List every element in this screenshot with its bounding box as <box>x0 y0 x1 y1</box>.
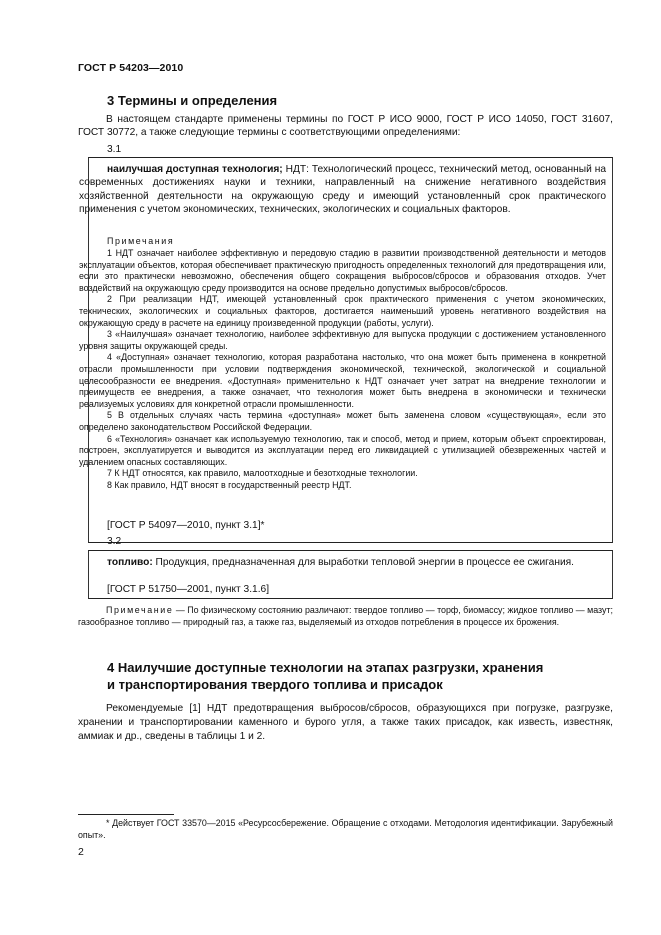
note-item: 2 При реализации НДТ, имеющей установленный срок практического применения с учетом экономических, технических, экологических и социальных факторов, достигается наименьший уровень негативного воздействия на окружающую среду в расчете на единицу произведенной продукции (работы, услуги). <box>79 294 606 328</box>
section-3-note <box>78 605 613 628</box>
term-3-1-definition <box>79 163 606 217</box>
note-item: 7 К НДТ относятся, как правило, малоотходные и безотходные технологии. <box>107 468 418 479</box>
section-3-intro: В настоящем стандарте применены термины по ГОСТ Р ИСО 9000, ГОСТ Р ИСО 14050, ГОСТ 31607, ГОСТ 30772, а также следующие термины с соответствующими определениями: <box>78 114 613 139</box>
note-item: 1 НДТ означает наиболее эффективную и передовую стадию в развитии производственной деятельности и методов эксплуатации объектов, которая обеспечивает практическую пригодность определенных технологий для предотвращения или, если это практически невозможно, обеспечения общего сокращения выбросов/сбросов и образования отходов. Учет воздействий на окружающую среду производится на основе предельно допустимых выбросов/сбросов. <box>79 248 606 293</box>
note-item: 4 «Доступная» означает технологию, которая разработана настолько, что она может быть применена в конкретной отрасли промышленности при условии подтверждения экономической, технической, экологической и социальной целесообразности ее внедрения. «Доступная» применительно к НДТ означает учет затрат на внедрение технологии и преимуществ ее внедрения, а также означает, что технология может быть внедрена в экономически и технически реализуемых условиях для конкретной отрасли промышленности. <box>79 352 606 409</box>
section-4-text: Рекомендуемые [1] НДТ предотвращения выбросов/сбросов, образующихся при погрузке, разгрузке, хранении и транспортировании каменного и бурого угля, а также таких присадок, как известь, известняк, аммиак и др., сведены в таблицы 1 и 2. <box>78 703 613 742</box>
note-item: 5 В отдельных случаях часть термина «доступная» может быть заменена словом «существующая», если это определено законодательством Российской Федерации. <box>79 410 606 432</box>
page-number: 2 <box>78 846 84 858</box>
note-item: 6 «Технология» означает как используемую технологию, так и способ, метод и прием, которым объект спроектирован, построен, эксплуатируется и выводится из эксплуатации перед его ликвидацией с утилизацией обезвреженных частей и удалением опасных составляющих. <box>79 433 606 467</box>
term-3-2-text: Продукция, предназначенная для выработки тепловой энергии в процессе ее сжигания. <box>152 557 575 568</box>
term-3-2-name: топливо: <box>107 557 153 568</box>
term-3-1-abbr: НДТ: <box>282 164 309 175</box>
notes-list <box>79 248 606 491</box>
term-3-2-definition <box>79 556 606 569</box>
notes-title: Примечания <box>107 236 175 246</box>
note-item: 3 «Наилучшая» означает технологию, наиболее эффективную для выпуска продукции с достижением установленного уровня защиты окружающей среды. <box>79 329 606 351</box>
term-3-2-number: 3.2 <box>107 536 122 547</box>
term-3-1-number: 3.1 <box>107 144 122 155</box>
term-3-1-box <box>79 157 613 543</box>
term-3-1-source: [ГОСТ Р 54097—2010, пункт 3.1]* <box>107 520 265 531</box>
term-3-2-box <box>88 550 613 599</box>
note-label: Примечание <box>106 605 174 615</box>
note-text: — По физическому состоянию различают: твердое топливо — торф, биомассу; жидкое топливо — мазут; газообразное топливо — природный газ, а также газ, выделяемый из отходов потребления в процессе их брожения. <box>78 605 613 627</box>
term-3-1-text: Технологический процесс, технический метод, основанный на современных достижениях науки и техники, направленный на снижение негативного воздействия хозяйственной деятельности на окружающую среду и имеющий установленный срок практического применения с учетом экономических, технических, экологических и социальных факторов. <box>79 164 606 216</box>
section-4-heading-line1: 4 Наилучшие доступные технологии на этапах разгрузки, хранения <box>107 660 544 675</box>
term-3-2-source: [ГОСТ Р 51750—2001, пункт 3.1.6] <box>107 584 270 595</box>
section-4-heading-line2: и транспортирования твердого топлива и присадок <box>107 677 443 692</box>
note-item: 8 Как правило, НДТ вносят в государственный реестр НДТ. <box>107 479 352 490</box>
section-3-heading: 3 Термины и определения <box>107 93 278 108</box>
term-3-1-name: наилучшая доступная технология; <box>107 164 283 175</box>
footnote: * Действует ГОСТ 33570—2015 «Ресурсосбережение. Обращение с отходами. Методология идентификации. Зарубежный опыт». <box>78 818 613 840</box>
document-code: ГОСТ Р 54203—2010 <box>78 62 184 74</box>
footnote-divider <box>78 814 174 815</box>
